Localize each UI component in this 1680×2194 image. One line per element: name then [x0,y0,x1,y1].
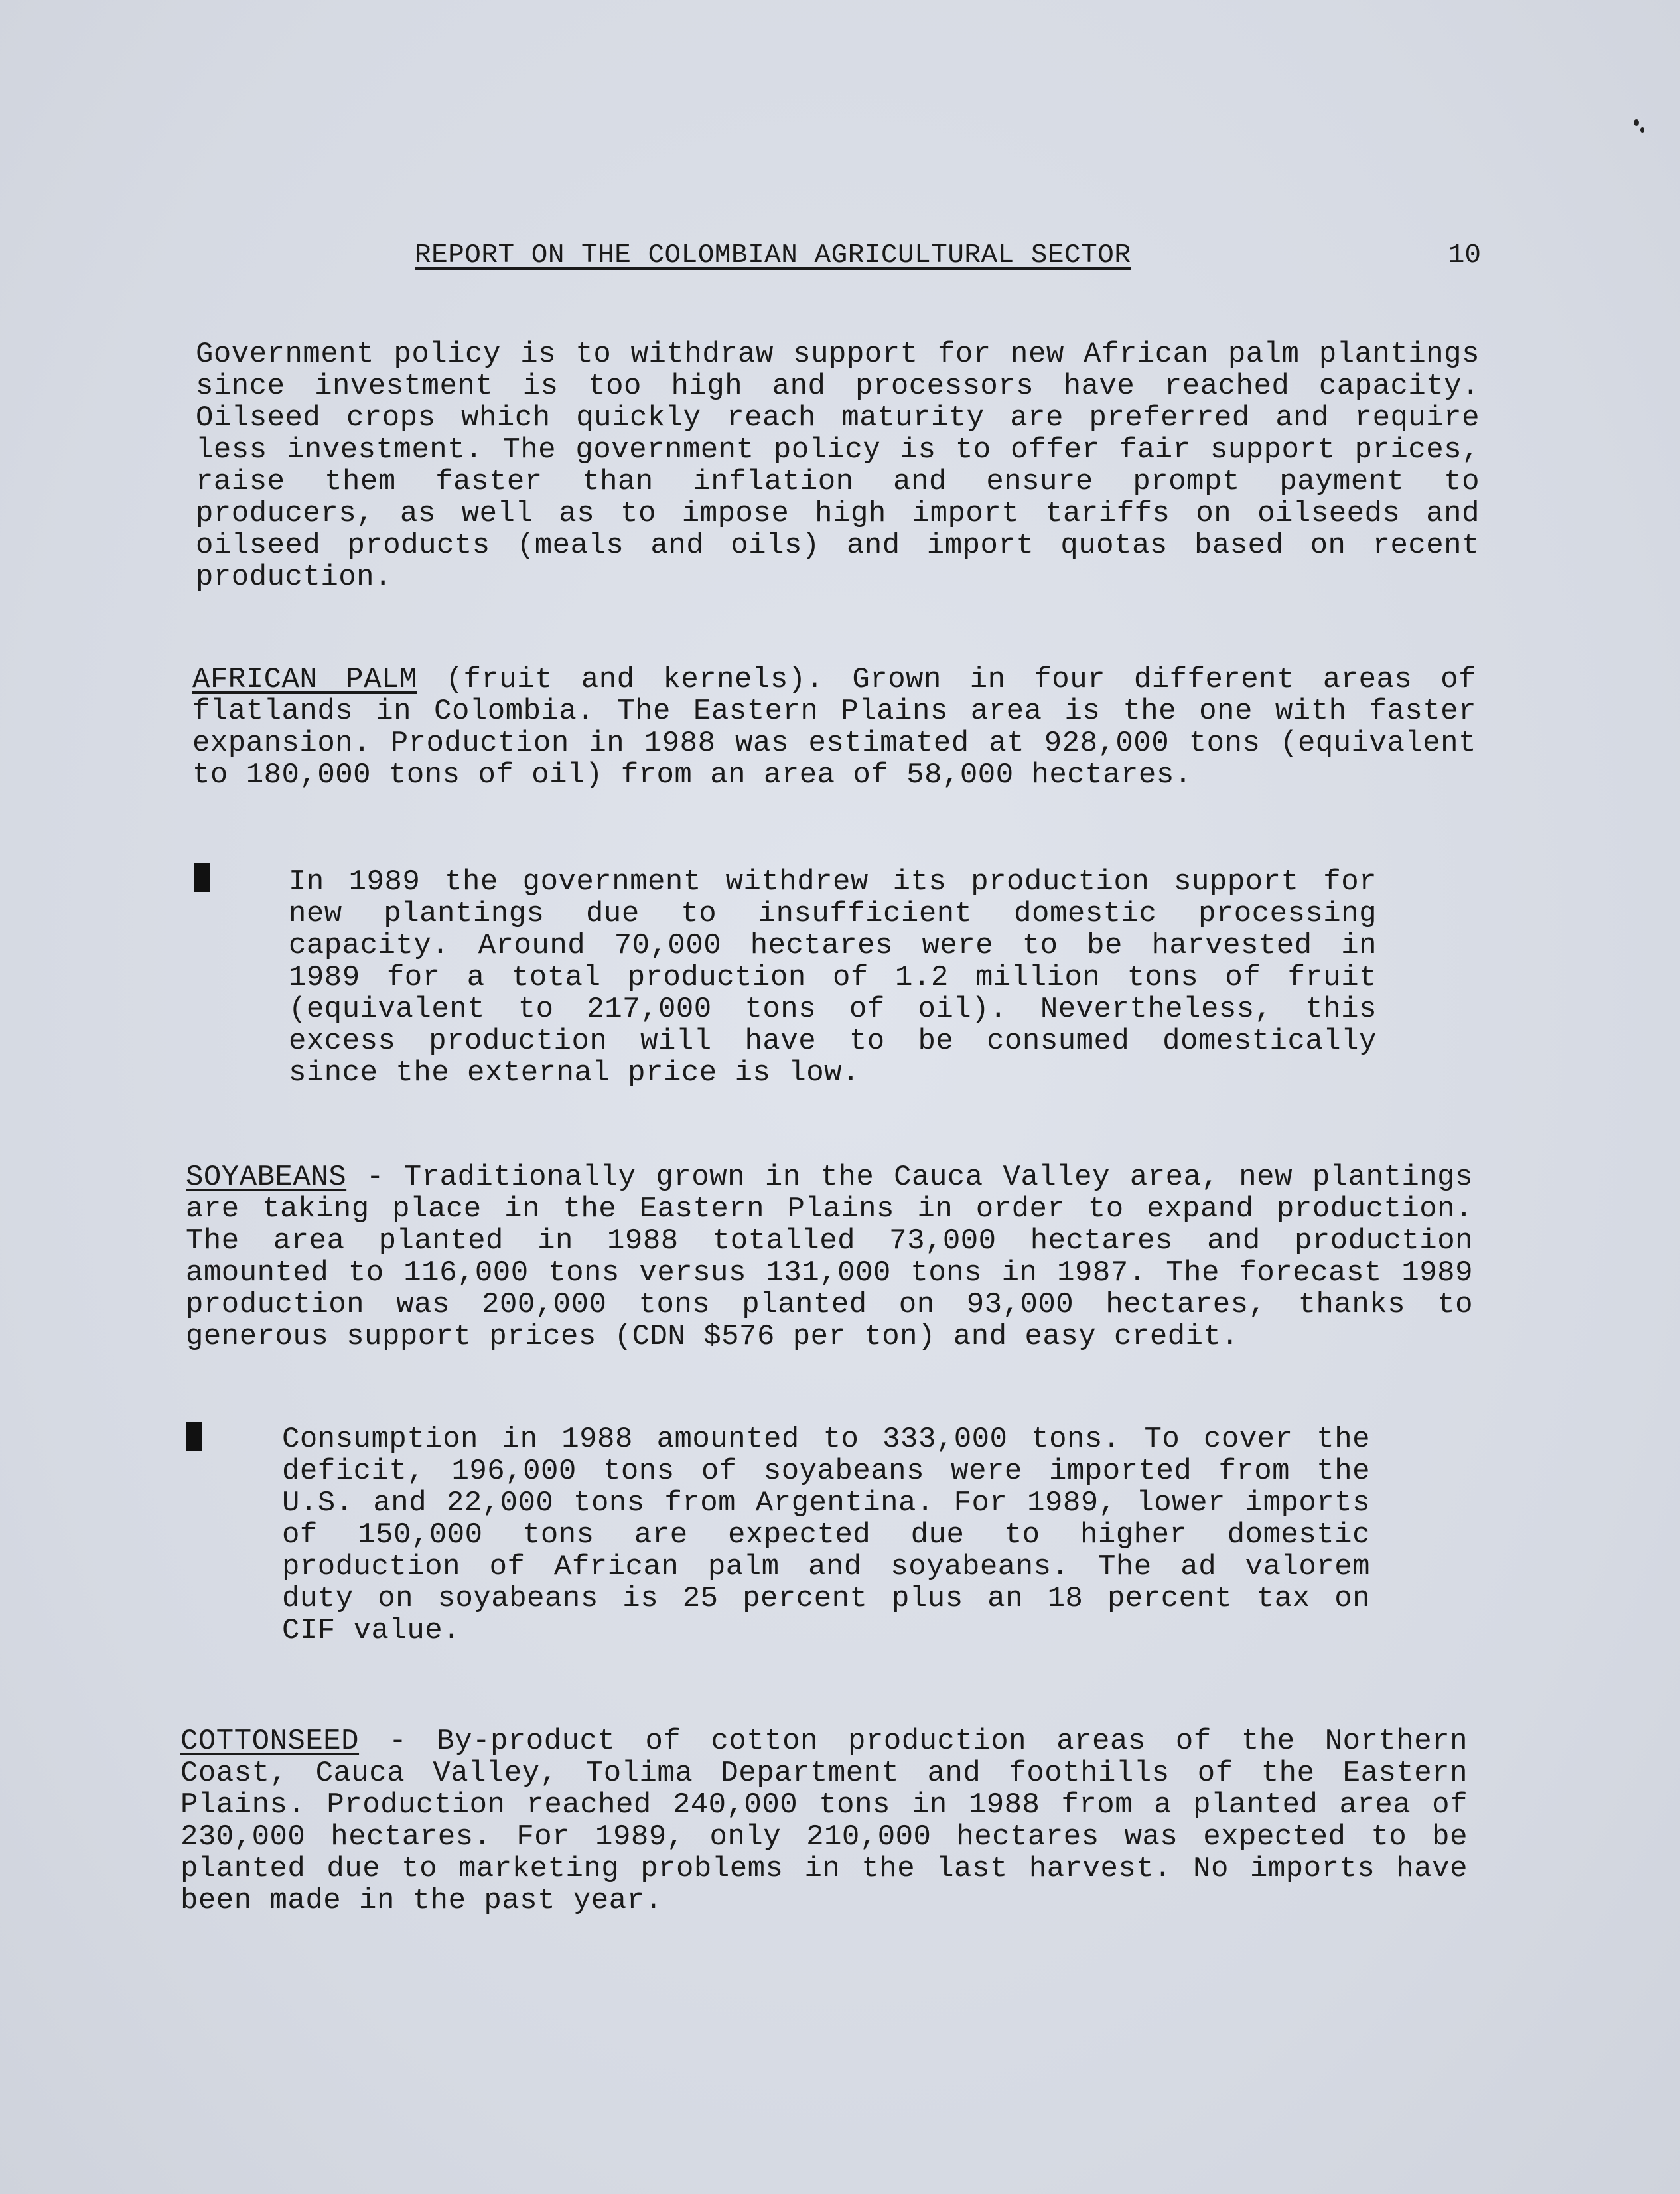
scan-speck [1640,127,1644,133]
cottonseed-heading: COTTONSEED [180,1725,360,1758]
soyabeans-bullet-text: Consumption in 1988 amounted to 333,000 tons. To cover the deficit, 196,000 tons of soyabeans were imported from the U.S. and 22,000 tons from Argentina. For 1989, lower imports of 150,000 tons are expected due to higher domestic production of African palm and soyabeans. The ad valorem duty on soyabeans is 25 percent plus an 18 percent tax on CIF value. [282,1423,1370,1647]
scan-speck [1634,119,1639,126]
soyabeans-paragraph [186,1161,1473,1353]
african-palm-heading: AFRICAN PALM [192,663,417,696]
soyabeans-heading: SOYABEANS [186,1161,347,1194]
page-number: 10 [1448,240,1481,271]
intro-paragraph: Government policy is to withdraw support for new African palm plantings since investment is too high and processors have reached capacity. Oilseed crops which quickly reach maturity are preferred and require less investment. The government policy is to offer fair support prices, raise them faster than inflation and ensure prompt payment to producers, as well as to impose high import tariffs on oilseeds and oilseed products (meals and oils) and import quotas based on recent production. [196,338,1480,594]
bullet-marker [186,1422,202,1451]
soyabeans-text: - Traditionally grown in the Cauca Valley area, new plantings are taking place in the Eastern Plains in order to expand production. The area planted in 1988 totalled 73,000 hectares and production amounted to 116,000 tons versus 131,000 tons in 1987. The forecast 1989 production was 200,000 tons planted on 93,000 hectares, thanks to generous support prices (CDN $576 per ton) and easy credit. [186,1161,1473,1353]
bullet-marker [194,863,210,892]
african-palm-paragraph [192,664,1476,791]
page-header [415,240,1481,280]
cottonseed-text: - By-product of cotton production areas of the Northern Coast, Cauca Valley, Tolima Department and foothills of the Eastern Plains. Production reached 240,000 tons in 1988 from a planted area of 230,000 hectares. For 1989, only 210,000 hectares was expected to be planted due to marketing problems in the last harvest. No imports have been made in the past year. [180,1725,1468,1917]
african-palm-bullet-text: In 1989 the government withdrew its production support for new plantings due to insufficient domestic processing capacity. Around 70,000 hectares were to be harvested in 1989 for a total production of 1.2 million tons of fruit (equivalent to 217,000 tons of oil). Nevertheless, this excess production will have to be consumed domestically since the external price is low. [289,865,1377,1090]
report-title: REPORT ON THE COLOMBIAN AGRICULTURAL SECTOR [415,240,1131,271]
cottonseed-paragraph [180,1725,1468,1917]
african-palm-text: (fruit and kernels). Grown in four different areas of flatlands in Colombia. The Eastern Plains area is the one with faster expansion. Production in 1988 was estimated at 928,000 tons (equivalent to 180,000 tons of oil) from an area of 58,000 hectares. [192,663,1476,792]
